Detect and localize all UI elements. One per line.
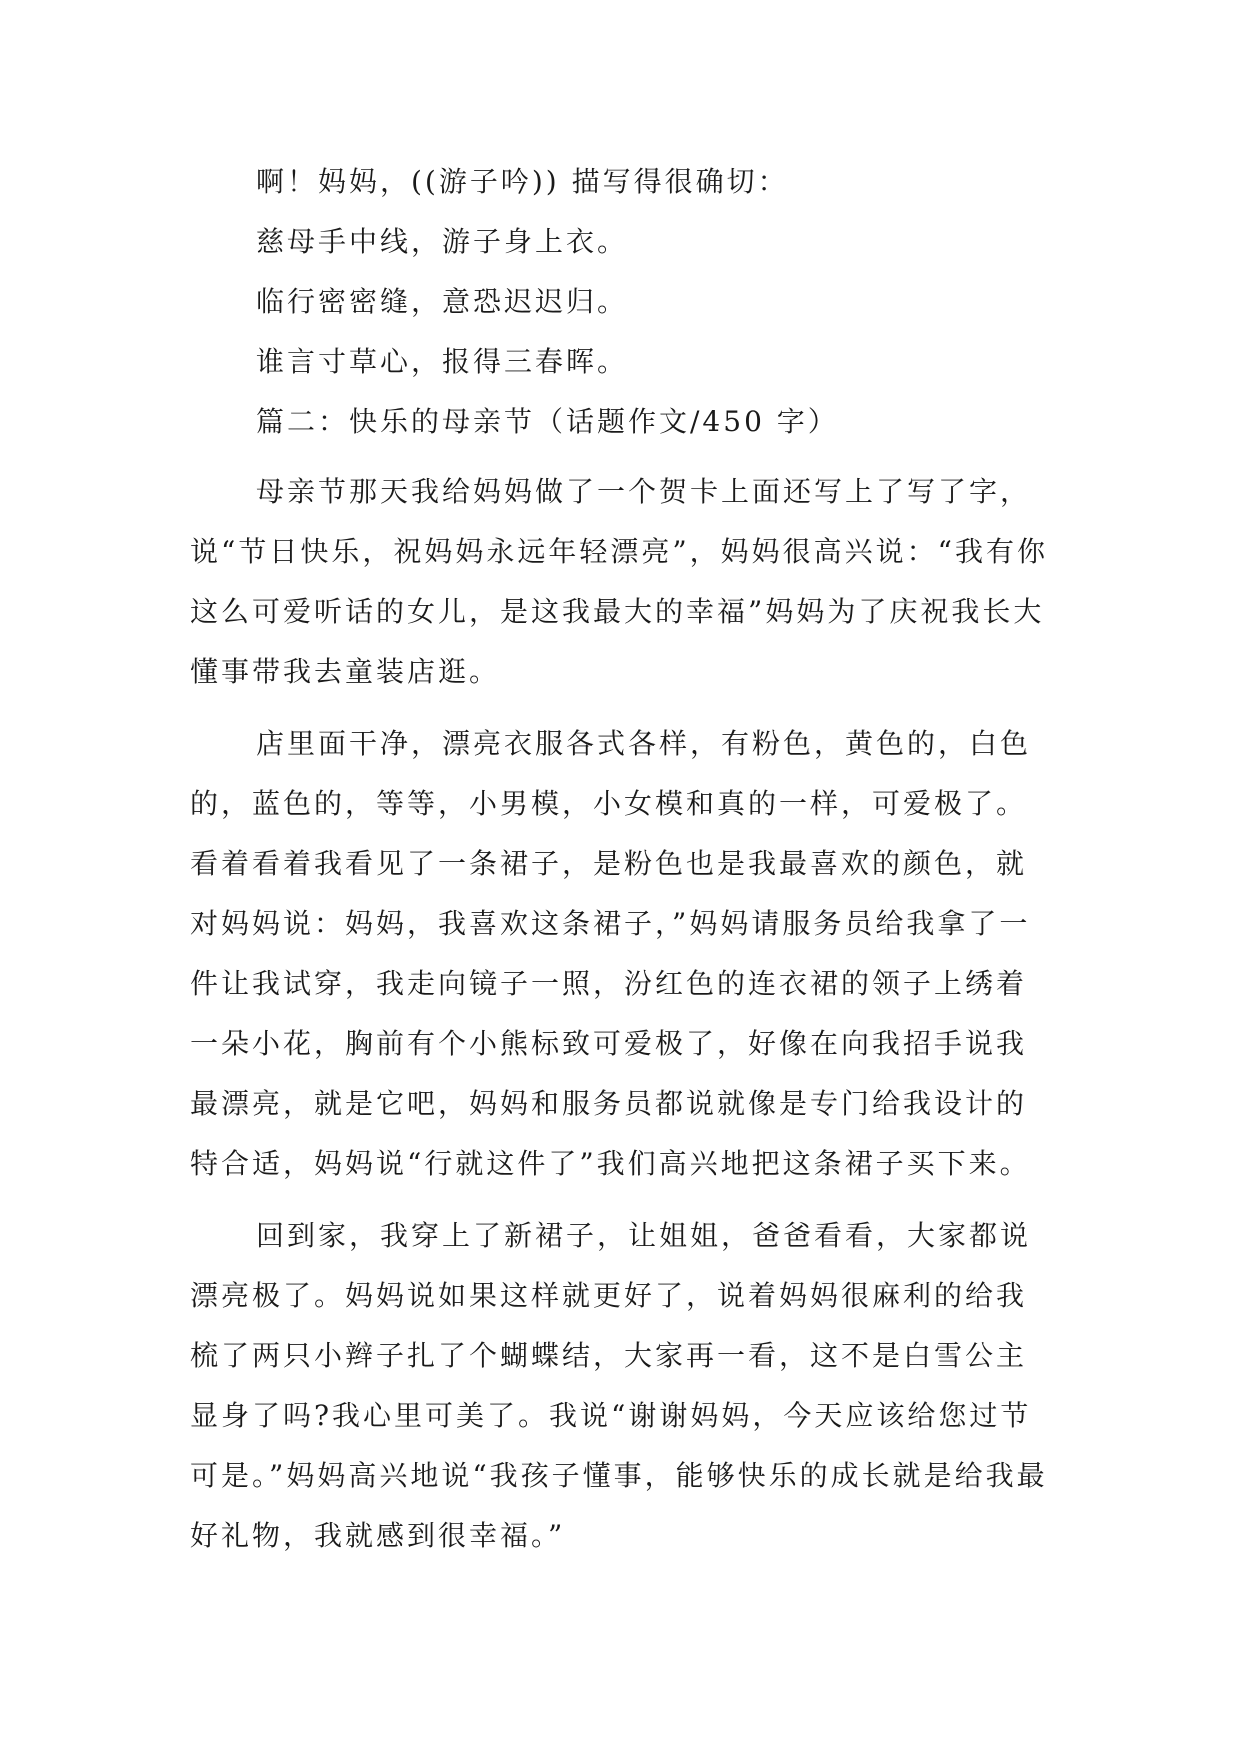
- paragraph-gap: [190, 702, 1050, 714]
- document-body: [190, 162, 1050, 1566]
- paragraph-gap: [190, 1194, 1050, 1206]
- paragraph-1: 母亲节那天我给妈妈做了一个贺卡上面还写上了写了字，说“节日快乐，祝妈妈永远年轻漂亮”，妈妈很高兴说：“我有你这么可爱听话的女儿，是这我最大的幸福”妈妈为了庆祝我长大懂事带我去童装店逛。: [190, 475, 1048, 688]
- poem-line-3: 谁言寸草心，报得三春晖。: [256, 345, 629, 378]
- section-title: 篇二：快乐的母亲节（话题作文/450 字）: [256, 405, 839, 438]
- poem-intro: 啊！妈妈，((游子吟)) 描写得很确切：: [256, 165, 789, 198]
- poem-line-2: 临行密密缝，意恐迟迟归。: [256, 285, 629, 318]
- paragraph-2: 店里面干净，漂亮衣服各式各样，有粉色，黄色的，白色的，蓝色的，等等，小男模，小女模和真的一样，可爱极了。看着看着我看见了一条裙子，是粉色也是我最喜欢的颜色，就对妈妈说：妈妈，我喜欢这条裙子，”妈妈请服务员给我拿了一件让我试穿，我走向镜子一照，汾红色的连衣裙的领子上绣着一朵小花，胸前有个小熊标致可爱极了，好像在向我招手说我最漂亮，就是它吧，妈妈和服务员都说就像是专门给我设计的特合适，妈妈说“行就这件了”我们高兴地把这条裙子买下来。: [190, 727, 1032, 1180]
- poem-line-1: 慈母手中线，游子身上衣。: [256, 225, 629, 258]
- paragraph-3: 回到家，我穿上了新裙子，让姐姐，爸爸看看，大家都说漂亮极了。妈妈说如果这样就更好了，说着妈妈很麻利的给我梳了两只小辫子扎了个蝴蝶结，大家再一看，这不是白雪公主显身了吗?我心里可美了。我说“谢谢妈妈，今天应该给您过节可是。”妈妈高兴地说“我孩子懂事，能够快乐的成长就是给我最好礼物，我就感到很幸福。”: [190, 1219, 1048, 1552]
